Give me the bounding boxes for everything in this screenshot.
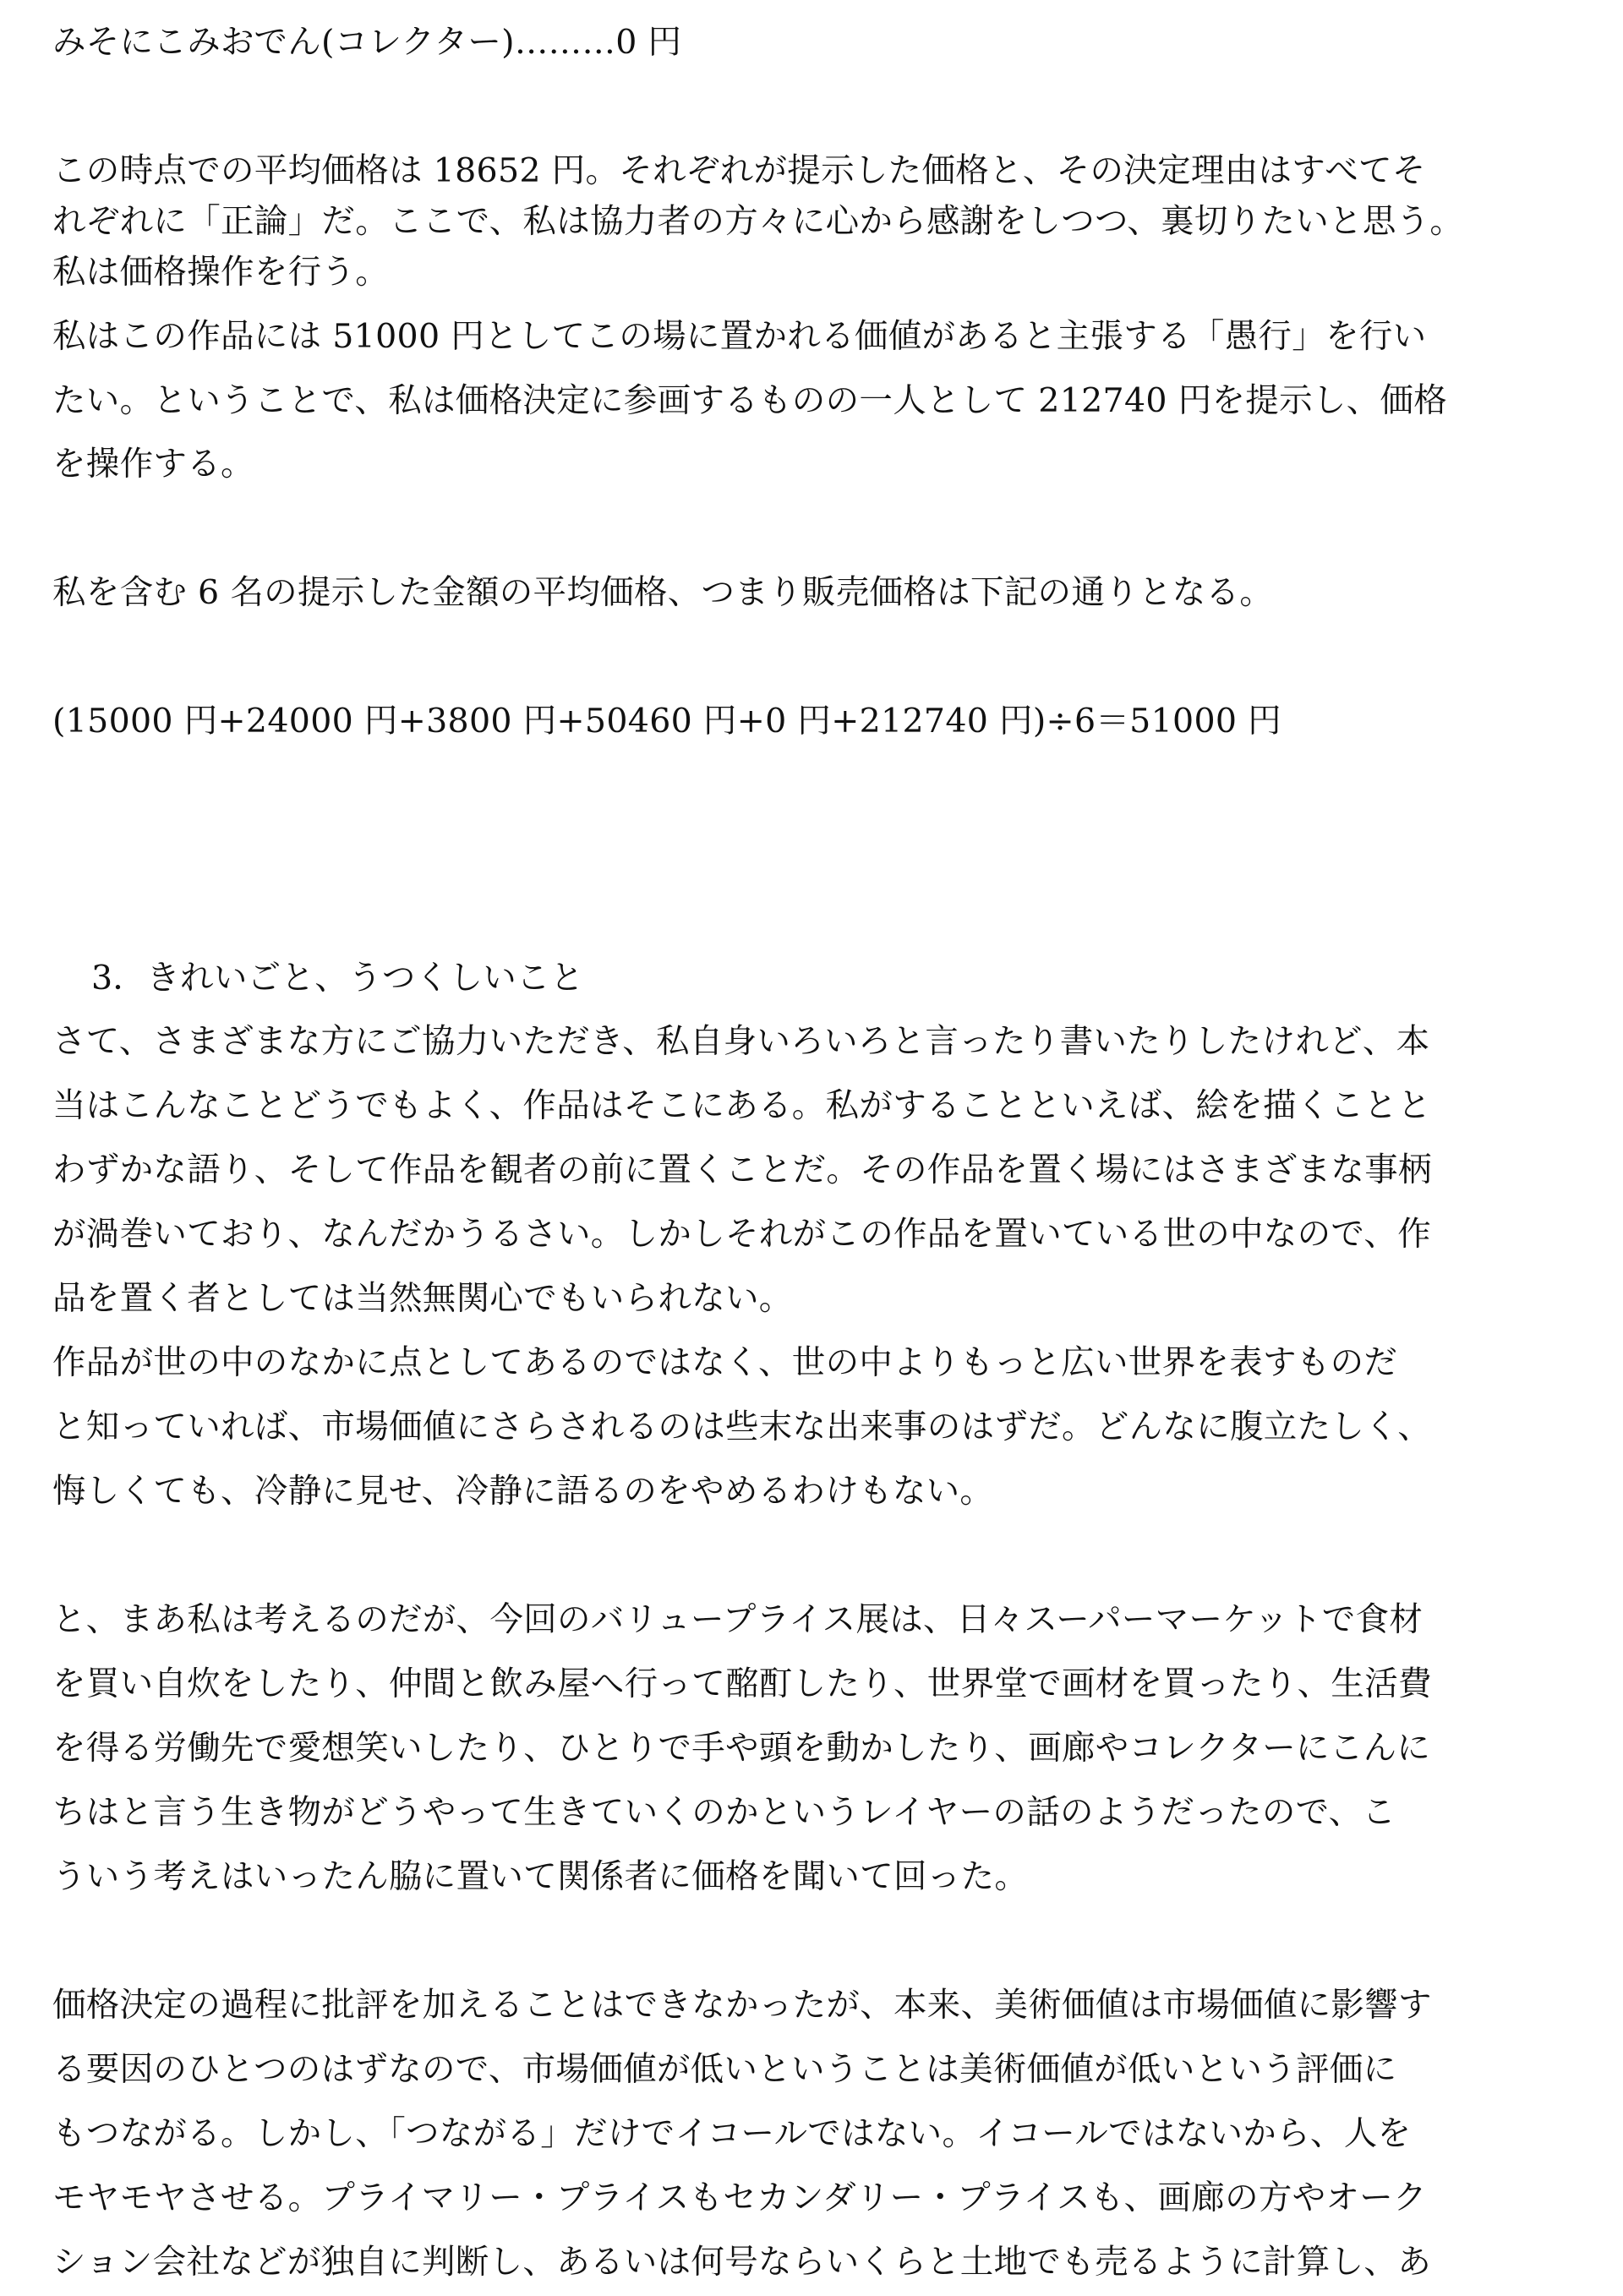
paragraph-line: 品を置く者としては当然無関心でもいられない。 xyxy=(52,1279,793,1318)
paragraph-line: を得る労働先で愛想笑いしたり、ひとりで手や頭を動かしたり、画廊やコレクターにこんに xyxy=(52,1729,1431,1768)
paragraph-line: と知っていれば、市場価値にさらされるのは些末な出来事のはずだ。どんなに腹立たしく、 xyxy=(52,1408,1432,1446)
paragraph-line: わずかな語り、そして作品を観者の前に置くことだ。その作品を置く場にはさまざまな事柄 xyxy=(52,1151,1432,1189)
paragraph-line: さて、さまざまな方にご協力いただき、私自身いろいろと言ったり書いたりしたけれど、本 xyxy=(52,1022,1430,1061)
paragraph-line: る要因のひとつのはずなので、市場価値が低いということは美術価値が低いという評価に xyxy=(52,2050,1397,2089)
paragraph-line: 悔しくても、冷静に見せ、冷静に語るのをやめるわけもない。 xyxy=(52,1472,994,1511)
text-line-price-manipulation: 私は価格操作を行う。 xyxy=(52,253,389,292)
paragraph-line: と、まあ私は考えるのだが、今回のバリュープライス展は、日々スーパーマーケットで食材 xyxy=(52,1600,1424,1639)
paragraph-line: を買い自炊をしたり、仲間と飲み屋へ行って酩酊したり、世界堂で画材を買ったり、生活費 xyxy=(52,1665,1432,1703)
section-heading: 3．きれいごと、うつくしいこと xyxy=(91,959,584,998)
paragraph-line: ちはと言う生き物がどうやって生きていくのかというレイヤーの話のようだったので、こ xyxy=(52,1793,1396,1832)
text-line-average-price: この時点での平均価格は 18652 円。それぞれが提示した価格と、その決定理由はすべてそ xyxy=(52,151,1426,190)
paragraph-line: 作品が世の中のなかに点としてあるのではなく、世の中よりもっと広い世界を表すものだ xyxy=(52,1343,1398,1382)
text-line-proposal: たい。ということで、私は価格決定に参画するものの一人として 212740 円を提示し、価格 xyxy=(52,381,1448,420)
paragraph-line: が渦巻いており、なんだかうるさい。しかしそれがこの作品を置いている世の中なので、作 xyxy=(52,1215,1432,1254)
price-formula: (15000 円+24000 円+3800 円+50460 円+0 円+212740 円)÷6＝51000 円 xyxy=(52,702,1281,741)
paragraph-line: 当はこんなことどうでもよく、作品はそこにある。私がすることといえば、絵を描くことと xyxy=(52,1086,1432,1125)
paragraph-line: モヤモヤさせる。プライマリー・プライスもセカンダリー・プライスも、画廊の方やオーク xyxy=(52,2178,1427,2217)
paragraph-line: ういう考えはいったん脇に置いて関係者に価格を聞いて回った。 xyxy=(52,1857,1029,1896)
text-line-betrayal: れぞれに「正論」だ。ここで、私は協力者の方々に心から感謝をしつつ、裏切りたいと思う。 xyxy=(52,202,1464,241)
text-line-six-people: 私を含む 6 名の提示した金額の平均価格、つまり販売価格は下記の通りとなる。 xyxy=(52,573,1274,612)
paragraph-line: 価格決定の過程に批評を加えることはできなかったが、本来、美術価値は市場価値に影響す xyxy=(52,1986,1432,2025)
paragraph-line: ション会社などが独自に判断し、あるいは何号ならいくらと土地でも売るように計算し、あ xyxy=(52,2243,1432,2282)
text-line-collector-price: みそにこみおでん(コレクター)………0 円 xyxy=(52,23,682,62)
text-line-manipulate: を操作する。 xyxy=(52,445,254,484)
paragraph-line: もつながる。しかし、「つながる」だけでイコールではない。イコールではないから、人を xyxy=(52,2114,1412,2153)
text-line-claim: 私はこの作品には 51000 円としてこの場に置かれる価値があると主張する「愚行」を行い xyxy=(52,317,1427,356)
